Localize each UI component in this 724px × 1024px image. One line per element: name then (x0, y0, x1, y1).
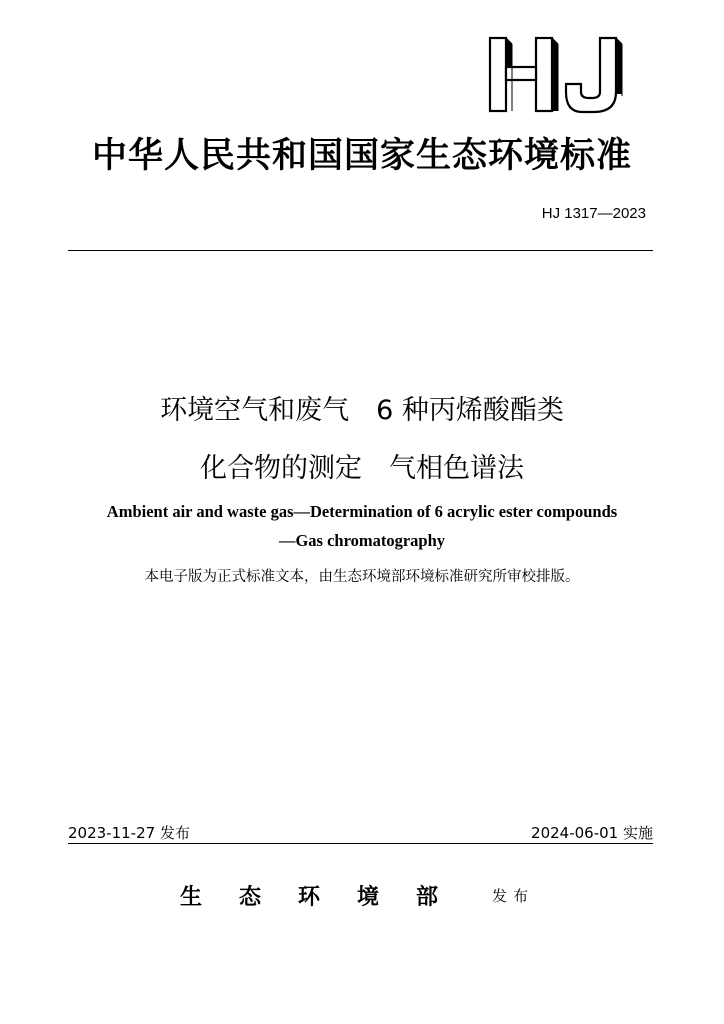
english-title-line-1: Ambient air and waste gas—Determination of 6 acrylic ester compounds (106, 502, 618, 521)
electronic-version-note: 本电子版为正式标准文本，由生态环境部环境标准研究所审校排版。 (144, 569, 580, 585)
english-title-line-2: —Gas chromatography (278, 531, 446, 550)
issue-date: 2023-11-27 发布 (68, 824, 190, 842)
chinese-title-line-2: 化合物的测定 气相色谱法 (200, 453, 524, 484)
publish-label: 发布 (492, 887, 535, 905)
publisher-name: 生态环境部 (180, 884, 476, 910)
standard-number: HJ 1317—2023 (541, 205, 646, 222)
top-divider (68, 250, 653, 251)
chinese-title-line-1: 环境空气和废气 6 种丙烯酸酯类 (160, 395, 564, 426)
bottom-divider (68, 843, 653, 844)
hj-logo-icon (486, 36, 634, 114)
logo-text: HJ (486, 36, 488, 37)
implementation-date: 2024-06-01 实施 (531, 824, 653, 842)
organization-title: 中华人民共和国国家生态环境标准 (91, 135, 632, 176)
